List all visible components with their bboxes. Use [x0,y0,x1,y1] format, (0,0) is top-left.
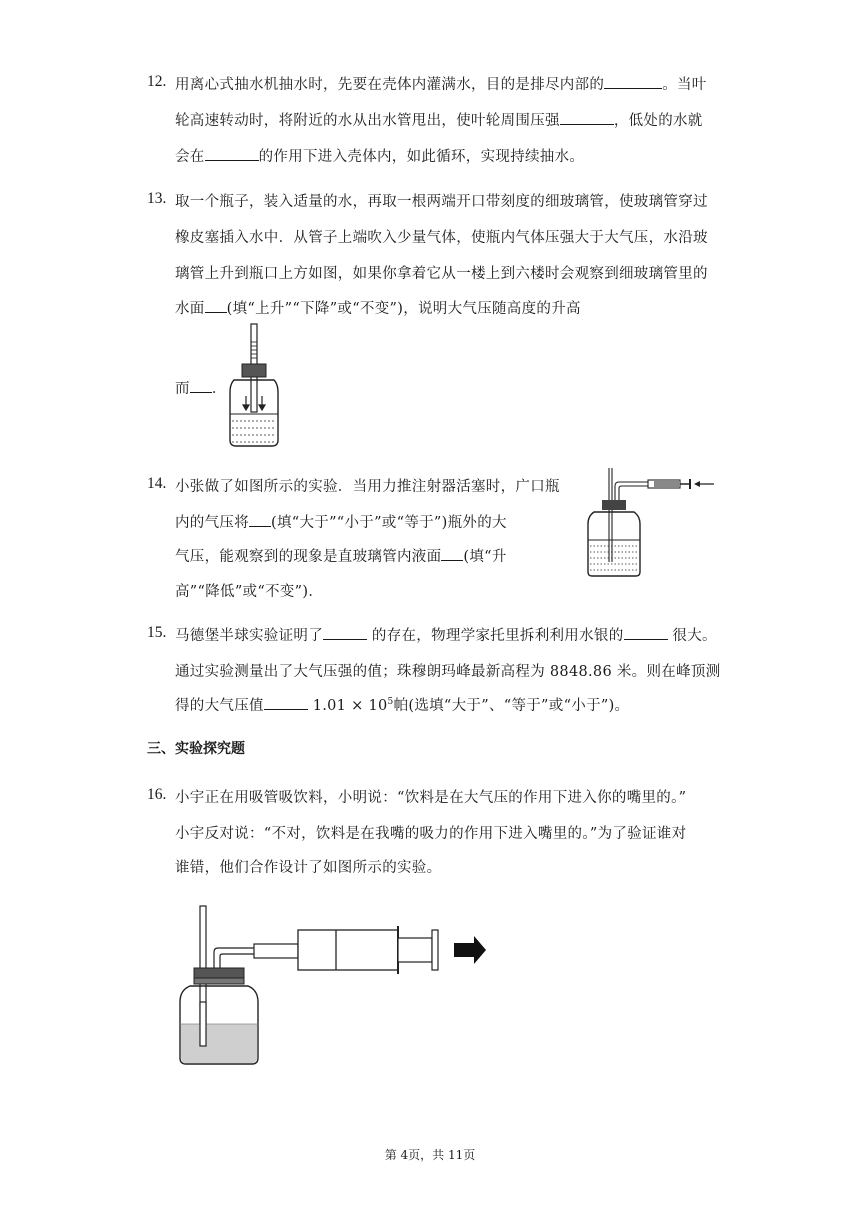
answer-blank[interactable] [323,625,367,640]
answer-blank[interactable] [205,146,259,161]
question-text-line: 用离心式抽水机抽水时，先要在壳体内灌满水，目的是排尽内部的 。当叶 [175,73,707,94]
question-number: 16. [147,786,167,803]
question-text-line: 小宇正在用吸管吸饮料，小明说：“饮料是在大气压的作用下进入你的嘴里的。” [175,790,687,806]
question-text-line: 轮高速转动时，将附近的水从出水管甩出，使叶轮周围压强 ，低处的水就 [175,109,703,130]
question-number: 15. [147,624,167,641]
question-text-line: 马德堡半球实验证明了 的存在，物理学家托里拆利利用水银的 很大。 [175,624,717,645]
answer-blank[interactable] [604,74,662,89]
question-text-line: 谁错，他们合作设计了如图所示的实验。 [175,860,442,876]
question-text-line: 会在 的作用下进入壳体内，如此循环，实现持续抽水。 [175,145,584,166]
question-number: 13. [147,190,167,207]
question-text-line: 高”“降低”或“不变”)． [175,584,324,600]
answer-blank[interactable] [560,110,614,125]
answer-blank[interactable] [624,625,668,640]
question-text-line: 水面 (填“上升”“下降”或“不变”)，说明大气压随高度的升高 [175,297,581,318]
syringe-bottle-figure [586,466,718,578]
section-heading: 三、实验探究题 [147,741,245,757]
straw-syringe-figure [176,902,486,1068]
answer-blank[interactable] [205,298,227,313]
question-text-line: 小张做了如图所示的实验．当用力推注射器活塞时，广口瓶 [175,479,560,495]
answer-blank[interactable] [264,695,308,710]
question-text-line: 内的气压将 (填“大于”“小于”或“等于”)瓶外的大 [175,511,507,532]
question-text-line: 璃管上升到瓶口上方如图，如果你拿着它从一楼上到六楼时会观察到细玻璃管里的 [175,266,708,282]
question-text-line: 气压，能观察到的现象是直玻璃管内液面 (填“升 [175,545,507,566]
question-text-line: 橡皮塞插入水中．从管子上端吹入少量气体，使瓶内气体压强大于大气压，水沿玻 [175,230,708,246]
page-footer: 第 4页，共 11页 [384,1148,476,1162]
question-text-line: 取一个瓶子，装入适量的水，再取一根两端开口带刻度的细玻璃管，使玻璃管穿过 [175,194,708,210]
question-text-line: 通过实验测量出了大气压强的值；珠穆朗玛峰最新高程为 8848.86 米。则在峰顶测 [175,664,721,680]
question-number: 12. [147,73,167,90]
answer-blank[interactable] [190,378,212,393]
answer-blank[interactable] [441,546,463,561]
question-text-line: 得的大气压值 $1.01 \times 10^5$帕(选填“大于”、“等于”或“小于”)。 [175,694,629,715]
bottle-tube-figure [224,322,284,448]
question-number: 14. [147,475,167,492]
question-text-line: 而 ． [175,377,227,398]
answer-blank[interactable] [249,512,271,527]
question-text-line: 小宇反对说：“不对，饮料是在我嘴的吸力的作用下进入嘴里的。”为了验证谁对 [175,826,687,842]
